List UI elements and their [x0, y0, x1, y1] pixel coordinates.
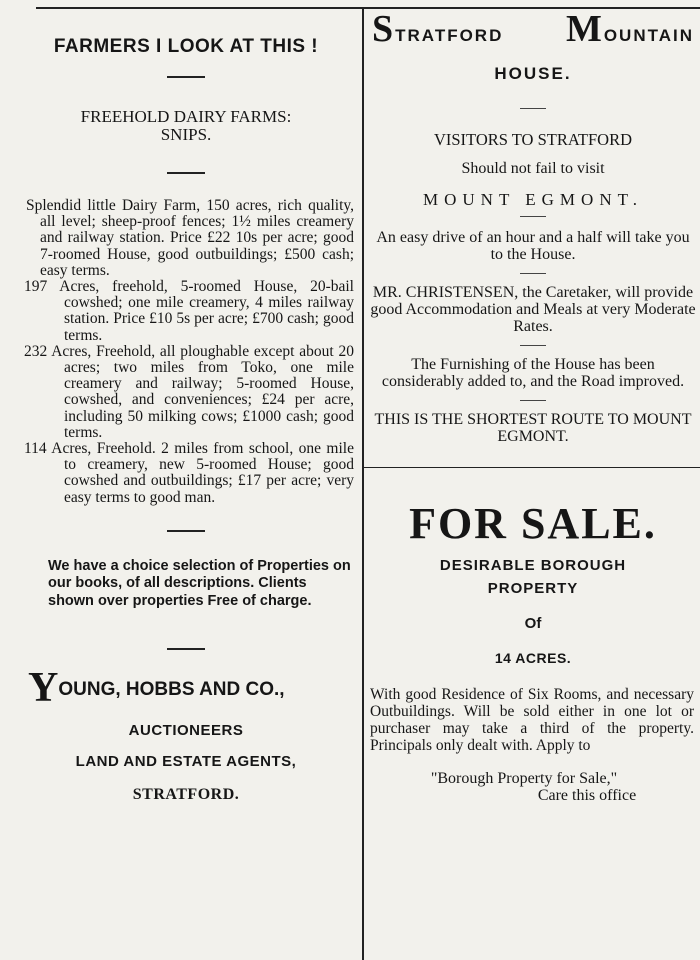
- company-town: STRATFORD.: [132, 786, 240, 804]
- divider: [520, 400, 546, 401]
- subhead-line-2: SNIPS.: [160, 125, 212, 144]
- listing-item: Splendid little Dairy Farm, 150 acres, rich quality, all level; sheep-proof fences; 1½ miles creamery and railway station. Price £22 10s per acre; good 7-roomed House, good outbuildings; £500 cash; easy terms.: [26, 197, 354, 279]
- title-house: HOUSE.: [494, 64, 572, 83]
- divider: [167, 648, 205, 650]
- company-role: AUCTIONEERS: [128, 722, 244, 740]
- listing-text: Acres, freehold, 5-roomed House, 20-bail cowshed; one mile creamery, 4 miles railway station. Price £10 5s per acre; £700 cash; good terms.: [59, 278, 354, 344]
- listing-number: 197: [24, 278, 48, 296]
- divider: [520, 108, 546, 109]
- drive-text: An easy drive of an hour and a half will take you to the House.: [376, 229, 690, 263]
- listing-text: Acres, Freehold, all ploughable except about 20 acres; two miles from Toko, one mile creamery and railway; 5-roomed House, cowshed, and conveniences; £24 per acre, including 50 milking cows; £1000 cash; good terms.: [51, 342, 354, 441]
- divider: [520, 345, 546, 346]
- title-mountain: [565, 8, 694, 50]
- divider: [520, 273, 546, 274]
- property-description: With good Residence of Six Rooms, and necessary Outbuildings. Will be sold either in one lot or purchaser may take a third of the property. Principals only dealt with. Apply to: [370, 686, 694, 754]
- company-agents: LAND AND ESTATE AGENTS,: [75, 753, 297, 771]
- subhead-line-1: FREEHOLD DAIRY FARMS:: [80, 107, 292, 126]
- company-name: [14, 664, 358, 712]
- section-rule: [362, 467, 700, 468]
- listing-item: [14, 344, 358, 441]
- acres-text: 14 ACRES.: [494, 650, 572, 666]
- right-column: [368, 8, 698, 960]
- company-initial: Y: [28, 665, 59, 712]
- desirable-line-2: PROPERTY: [487, 580, 579, 597]
- furnishing-text: The Furnishing of the House has been considerably added to, and the Road improved.: [381, 356, 685, 390]
- apply-line-1: "Borough Property for Sale,": [430, 770, 618, 787]
- farms-advertisement: [14, 14, 358, 960]
- for-sale-heading: FOR SALE.: [409, 499, 657, 548]
- title-word: TRATFORD: [395, 26, 504, 45]
- listing-number: 114: [24, 440, 47, 458]
- mount-egmont-heading: MOUNT EGMONT.: [423, 190, 643, 209]
- title-letter: M: [565, 8, 604, 50]
- column-rule: [362, 9, 364, 960]
- visitors-heading: VISITORS TO STRATFORD: [433, 130, 633, 149]
- caretaker-text: MR. CHRISTENSEN, the Caretaker, will provide good Accommodation and Meals at very Moderate Rates.: [370, 284, 696, 335]
- farmers-headline: FARMERS I LOOK AT THIS !: [53, 36, 319, 57]
- listing-item: [14, 441, 358, 506]
- listing-number: 232: [24, 342, 48, 360]
- of-text: Of: [524, 615, 542, 632]
- listing-text: Acres, Freehold. 2 miles from school, one mile to creamery, new 5-roomed House; good cowshed and outbuildings; £17 per acre; very easy terms to good man.: [51, 440, 354, 506]
- listing-item: [14, 279, 358, 344]
- divider: [167, 530, 205, 532]
- apply-line-2: Care this office: [537, 787, 637, 804]
- freehold-subhead: [14, 108, 358, 144]
- promo-text: We have a choice selection of Properties on our books, of all descriptions. Clients shown over properties Free of charge.: [48, 557, 351, 609]
- divider: [520, 216, 546, 217]
- divider: [167, 76, 205, 78]
- title-stratford: [372, 8, 504, 50]
- desirable-line-1: DESIRABLE BOROUGH: [439, 557, 627, 574]
- company-name-rest: OUNG, HOBBS AND CO.,: [58, 679, 285, 701]
- title-word: OUNTAIN: [603, 26, 694, 45]
- shortest-route-text: THIS IS THE SHORTEST ROUTE TO MOUNT EGMONT.: [374, 411, 692, 445]
- should-visit-text: Should not fail to visit: [461, 160, 605, 177]
- mountain-house-title: [368, 8, 698, 50]
- divider: [167, 172, 205, 174]
- title-letter: S: [372, 8, 396, 50]
